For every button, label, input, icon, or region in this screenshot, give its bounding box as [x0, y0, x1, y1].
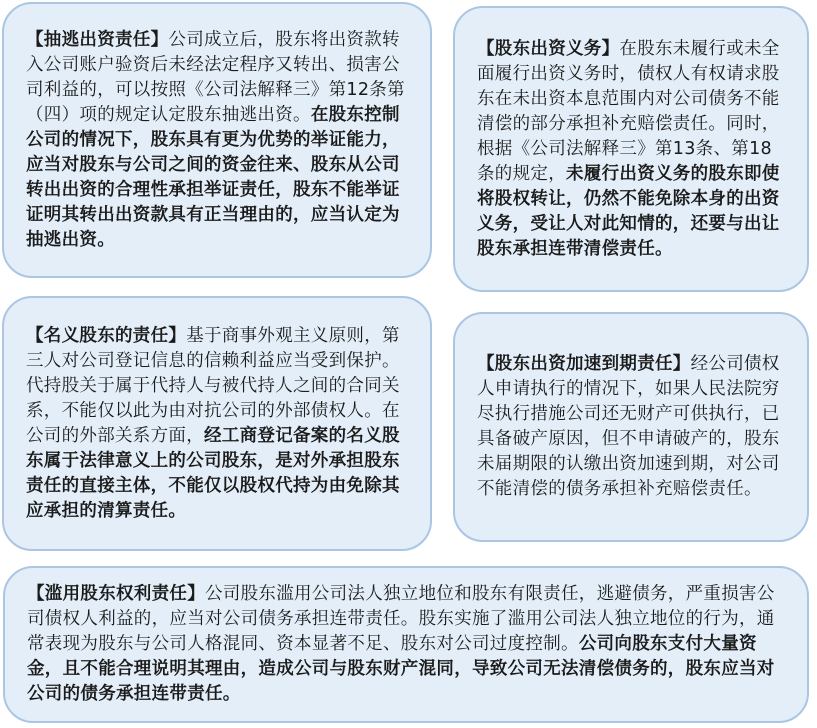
card-bold-text: 未履行出资义务的股东即使将股权转让，仍然不能免除本身的出资义务，受让人对此知情的，还要与出让股东承担连带清偿责任。 [477, 163, 780, 259]
card-bold-text: 在股东控制公司的情况下，股东具有更为优势的举证能力，应当对股东与公司之间的资金往来、股东从公司转出出资的合理性承担举证责任，股东不能举证证明其转出出资款具有正当理由的，应当认定为抽逃出资。 [26, 104, 400, 250]
card-accelerated-contribution-liability [453, 312, 809, 542]
card-paragraph [477, 352, 789, 502]
card-paragraph [477, 37, 789, 262]
card-capital-withdrawal-liability [2, 2, 432, 278]
card-nominal-shareholder-liability [2, 296, 432, 551]
card-paragraph [26, 28, 408, 253]
card-paragraph [26, 324, 408, 524]
card-abuse-of-shareholder-rights-liability [3, 566, 809, 723]
card-paragraph [27, 582, 785, 707]
card-text: 在股东未履行或未全面履行出资义务时，债权人有权请求股东在未出资本息范围内对公司债务不能清偿的部分承担补充赔偿责任。同时，根据《公司法解释三》第13条、第18条的规定， [477, 38, 780, 184]
card-text: 公司成立后，股东将出资款转入公司账户验资后未经法定程序又转出、损害公司利益的，可以按照《公司法解释三》第12条第（四）项的规定认定股东抽逃出资。 [26, 29, 405, 125]
card-title: 【抽逃出资责任】 [26, 29, 169, 50]
card-text: 经公司债权人申请执行的情况下，如果人民法院穷尽执行措施公司还无财产可供执行，已具备破产原因，但不申请破产的，股东未届期限的认缴出资加速到期，对公司不能清偿的债务承担补充赔偿责任。 [477, 354, 780, 499]
card-title: 【滥用股东权利责任】 [27, 584, 205, 604]
card-bold-text: 公司向股东支付大量资金，且不能合理说明其理由，造成公司与股东财产混同，导致公司无法清偿债务的，股东应当对公司的债务承担连带责任。 [27, 634, 775, 704]
card-text: 基于商事外观主义原则，第三人对公司登记信息的信赖利益应当受到保护。代持股关于属于代持人与被代持人之间的合同关系，不能仅以此为由对抗公司的外部债权人。在公司的外部关系方面， [26, 325, 400, 446]
card-title: 【股东出资义务】 [477, 38, 620, 59]
card-text: 公司股东滥用公司法人独立地位和股东有限责任，逃避债务，严重损害公司债权人利益的，应当对公司债务承担连带责任。股东实施了滥用公司法人独立地位的行为，通常表现为股东与公司人格混同、资本显著不足、股东对公司过度控制。 [27, 584, 775, 654]
card-bold-text: 经工商登记备案的名义股东属于法律意义上的公司股东，是对外承担股东责任的直接主体，不能仅以股权代持为由免除其应承担的清算责任。 [26, 425, 400, 521]
card-title: 【名义股东的责任】 [26, 325, 187, 346]
card-capital-contribution-obligation [453, 6, 809, 292]
card-title: 【股东出资加速到期责任】 [477, 354, 691, 374]
